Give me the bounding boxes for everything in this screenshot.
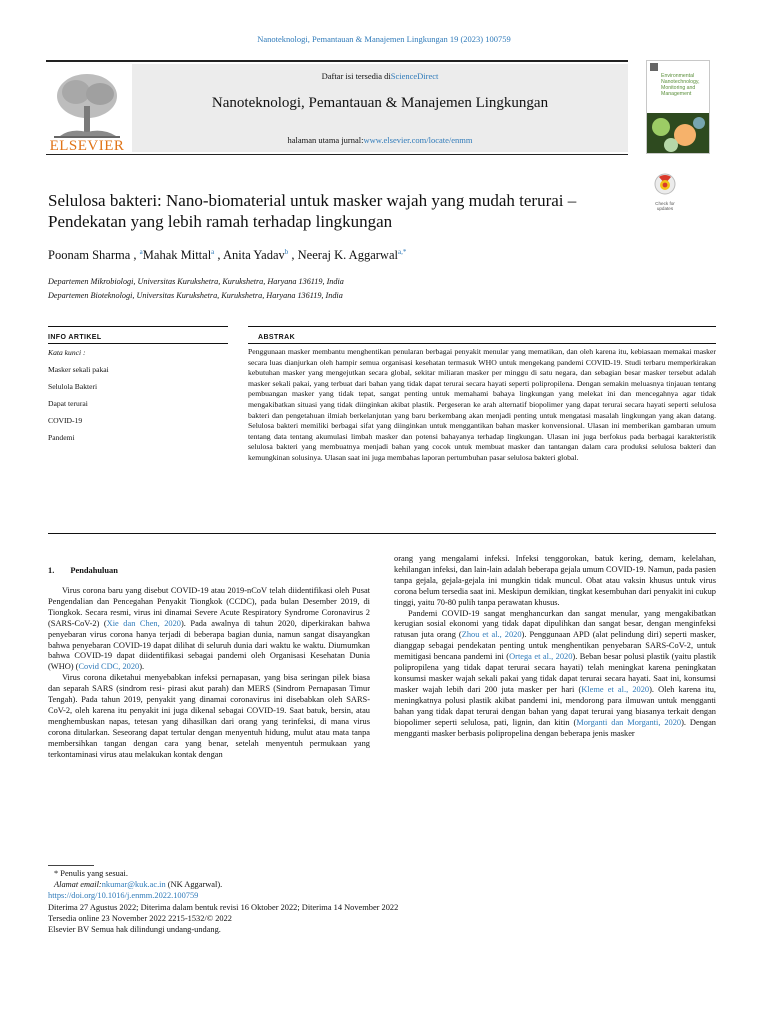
crossmark-line1: Check for [655,201,675,206]
online-date: Tersedia online 23 November 2022 2215-1532/© 2022 [48,913,232,923]
journal-cover[interactable] [646,60,710,154]
paragraph-text: Virus corona baru yang disebut COVID-19 atau 2019-nCoV telah diidentifikasi oleh Pusat Pengendalian dan Pencegahan Penyakit Tiongkok (CCDC), pada bulan Desember 2019, di Tiongkok. Secara resmi, virus ini dinamai Severe Acute Respiratory Syndrome Coronavirus 2 (SARS-CoV-2) ( [48,586,370,628]
paragraph-text: ). [139,662,145,672]
author-name[interactable]: , Neeraj K. Aggarwal [291,248,398,263]
paragraph-text: ). Penggunaan APD (alat pelindung diri) seperti masker, dianggap sebagai pendekatan penting untuk menghentikan penyebaran SARS-CoV-2, untuk memitigasi bencana pandemi ini ( [394,630,716,662]
crossmark-line2: updates [656,206,674,211]
author-name[interactable]: Poonam Sharma , [48,248,137,263]
cover-line: Management [661,91,692,97]
running-header[interactable]: Nanoteknologi, Pemantauan & Manajemen Lingkungan 19 (2023) 100759 [257,34,511,44]
cover-image [647,113,709,153]
keywords-label: Kata kunci : [48,348,86,357]
sciencedirect-link[interactable]: ScienceDirect [390,71,439,81]
paragraph-text: Pandemi COVID-19 sangat menghancurkan dan sangat menular, yang mengakibatkan kerugian sosial ekonomi yang tidak dapat dipulihkan dan sangat besar, dengan menginfeksi ratusan juta orang ( [394,608,716,640]
citation-link[interactable]: Zhou et al., 2020 [461,630,522,640]
keywords-list [48,348,228,450]
paragraph-text: ). Pada awalnya di tahun 2020, diperkirakan bahwa penyebaran virus corona hanya terjadi di beberapa bagian dunia, namun sangat disayangkan bahwa penyebaran COVID-19 dapat dilihat di seluruh dunia dari waktu ke waktu. Diumumkan bahwa COVID-19 dapat diidentifikasi sebagai pandemi oleh Organisasi Kesehatan Dunia (WHO) ( [48,618,370,672]
elsevier-wordmark: ELSEVIER [49,138,125,154]
keyword: Selulola Bakteri [48,382,98,391]
author-name[interactable]: , Anita Yadav [217,248,285,263]
abstract-mid-rule [248,343,716,344]
received-dates: Diterima 27 Agustus 2022; Diterima dalam bentuk revisi 16 Oktober 2022; Diterima 14 November 2022 [48,902,399,912]
info-top-rule [48,326,228,327]
email-tail: (NK Aggarwal). [165,880,223,890]
section-title: Pendahuluan [70,566,118,575]
footnotes [48,868,648,935]
email-link[interactable]: nkumar@kuk.ac.in [101,880,166,890]
affiliation: Departemen Bioteknologi, Universitas Kurukshetra, Kurukshetra, Haryana 136119, India [48,291,343,300]
keyword: COVID-19 [48,416,83,425]
citation-link[interactable]: Covid CDC, 2020 [78,662,140,672]
abstract-text: Penggunaan masker membantu menghentikan penularan berbagai penyakit menular yang mematikan, dan oleh karena itu, kebiasaan memakai masker secara luas dianjurkan oleh hampir semua organisasi kesehatan termasuk WHO untuk mengekang pandemi COVID-19. Studi terbaru memperkirakan kebutuhan masker yang mengejutkan secara global, sekitar miliaran masker per minggu di satu negara, dan sebagian besar masker tersebut adalah masker sekali pakai, yang terbuat dari bahan yang tidak dapat terurai secara hayati seperti polipropilena. Dengan semakin meluasnya tinjauan tentang pembuangan masker yang tidak tepat, sangat penting untuk memahami bahaya lingkungan yang melekat ini dan mencegahnya agar tidak mengakibatkan situasi yang tidak diinginkan akibat plastik. Pergeseran ke arah alternatif biopolimer yang dapat terurai secara hayati seperti selulosa bakteri dan pengetahuan ilmiah berkelanjutan yang baru berkembang akan menjadi penting untuk mengatasi masalah lingkungan yang akan datang. Selulosa bakteri memiliki berbagai sifat yang diinginkan untuk menggantikan bahan masker konvensional. Ulasan ini memberikan gambaran umum tentang data tentang akumulasi limbah masker dan potensi bahayanya terhadap lingkungan. Ulasan ini juga berfokus pada berbagai karakteristik selulosa bakteri yang membuatnya menjadi bahan yang cocok untuk membuat masker dan tantangan dalam cara produksi selulosa bakteri dan kemungkinan solusinya. Ulasan saat ini juga membahas laporan pertumbuhan pasar selulosa bakteri global. [248,347,716,462]
affiliation: Departemen Mikrobiologi, Universitas Kurukshetra, Kurukshetra, Haryana 136119, India [48,277,344,286]
cover-line: Monitoring and [661,85,696,91]
paragraph: Virus corona diketahui menyebabkan infeksi pernapasan, yang bisa seringan pilek biasa dan separah SARS (sindrom resi- pirasi akut parah) dan MERS (Sindrom Pernapasan Timur Tengah). Pada tahun 2019, penyakit yang dinamai coronavirus ini disebabkan oleh SARS- CoV-2, oleh karena itu penyakit ini juga dikenal sebagai COVID-19. Saat batuk, bersin, atau menghembuskan napas, tetesan yang dihasilkan dari orang yang terinfeksi, di mana virus corona ditularkan. Seseorang dapat tertular dengan menyentuh hidung, mulut atau mata tanpa membersihkan tangan dengan cara yang benar, setelah menyentuh permukaan yang terkontaminasi virus atau melakukan kontak dengan [48,673,370,759]
paragraph-text: ). Beban besar polusi plastik (yaitu plastik polipropilena yang tidak dapat terurai secara hayati) telah meningkat karena peningkatan konsumsi masker wajah sekali pakai yang tidak dapat terurai secara hayati. Saat ini, konsumsi masker wajah lebih dari 200 juta masker per hari ( [394,652,717,694]
copyright: Elsevier BV Semua hak dilindungi undang-undang. [48,925,221,935]
paragraph-text: ). Oleh karena itu, meningkatnya polusi plastik akibat pandemi ini, mendorong para ilmuwan untuk mengganti bahan yang tidak dapat terurai dengan bahan yang dapat terurai yang biasanya terkait dengan biopolimer seperti selulosa, pati, lignin, dan kitin ( [394,684,716,727]
citation-link[interactable]: Kleme et al., 2020 [581,684,650,694]
keyword: Dapat terurai [48,399,88,408]
cover-title [661,73,707,97]
info-mid-rule [48,343,228,344]
author-list [48,248,648,263]
header-top-rule [46,60,628,62]
author-sup[interactable]: a,* [397,248,407,256]
paragraph [48,586,370,673]
citation-link[interactable]: Morganti dan Morganti, 2020 [576,717,682,727]
header-bottom-rule [46,154,628,155]
paragraph [394,609,716,740]
author-pre-sup[interactable]: a [139,248,143,256]
abstract-bottom-rule [48,533,716,534]
cover-logo-icon [650,63,658,71]
journal-title: Nanoteknologi, Pemantauan & Manajemen Lingkungan [211,95,549,111]
paragraph: orang yang mengalami infeksi. Infeksi tenggorokan, batuk kering, demam, kelelahan, kehilangan infeksi, dan lain-lain adalah beberapa gejala umum COVID-19. Namun, pada pasien tanpa gejala, gejala-gejala ini mungkin tidak muncul. Obat atau vaksin khusus untuk virus corona belum tersedia saat ini. Meskipun demikian, tingkat kesembuhan dari penyakit ini cukup tinggi, yaitu 70-80 pulih tanpa perawatan khusus. [394,554,716,607]
author-sup[interactable]: b [284,248,289,256]
doi-link[interactable]: https://doi.org/10.1016/j.enmm.2022.100759 [48,891,199,901]
paragraph-text: ). Dengan mengganti masker berbasis polipropelina dengan beberapa jenis masker [394,717,716,738]
available-prefix: Daftar isi tersedia di [321,71,391,81]
section-heading [48,566,118,575]
crossmark-icon [648,172,682,196]
author-name[interactable]: Mahak Mittal [142,248,212,263]
body-column-right [394,554,716,739]
email-line [48,879,648,890]
contents-available [132,71,628,81]
citation-link[interactable]: Xie dan Chen, 2020 [106,618,181,628]
title-line: Pendekatan yang lebih ramah terhadap lingkungan [48,212,393,231]
homepage-prefix: halaman utama jurnal: [287,135,364,145]
author-sup[interactable]: a [211,248,215,256]
citation-link[interactable]: Ortega et al., 2020 [509,652,573,662]
abstract-label: ABSTRAK [258,334,296,341]
article-info-label: INFO ARTIKEL [48,334,102,341]
section-number: 1. [48,566,55,575]
article-title [48,190,628,232]
title-line: Selulosa bakteri: Nano-biomaterial untuk masker wajah yang mudah terurai – [48,191,577,210]
check-for-updates-badge[interactable] [648,172,682,211]
footnote-rule [48,865,94,866]
corresponding-note: * Penulis yang sesuai. [54,869,128,878]
cover-line: Environmental [661,73,695,79]
abstract-top-rule [248,326,716,327]
keyword: Masker sekali pakai [48,365,109,374]
body-column-left [48,586,370,761]
email-label: Alamat email: [54,880,102,890]
journal-homepage [132,135,628,145]
homepage-link[interactable]: www.elsevier.com/locate/enmm [363,135,473,145]
keyword: Pandemi [48,433,75,442]
cover-line: Nanotechnology, [661,79,700,85]
